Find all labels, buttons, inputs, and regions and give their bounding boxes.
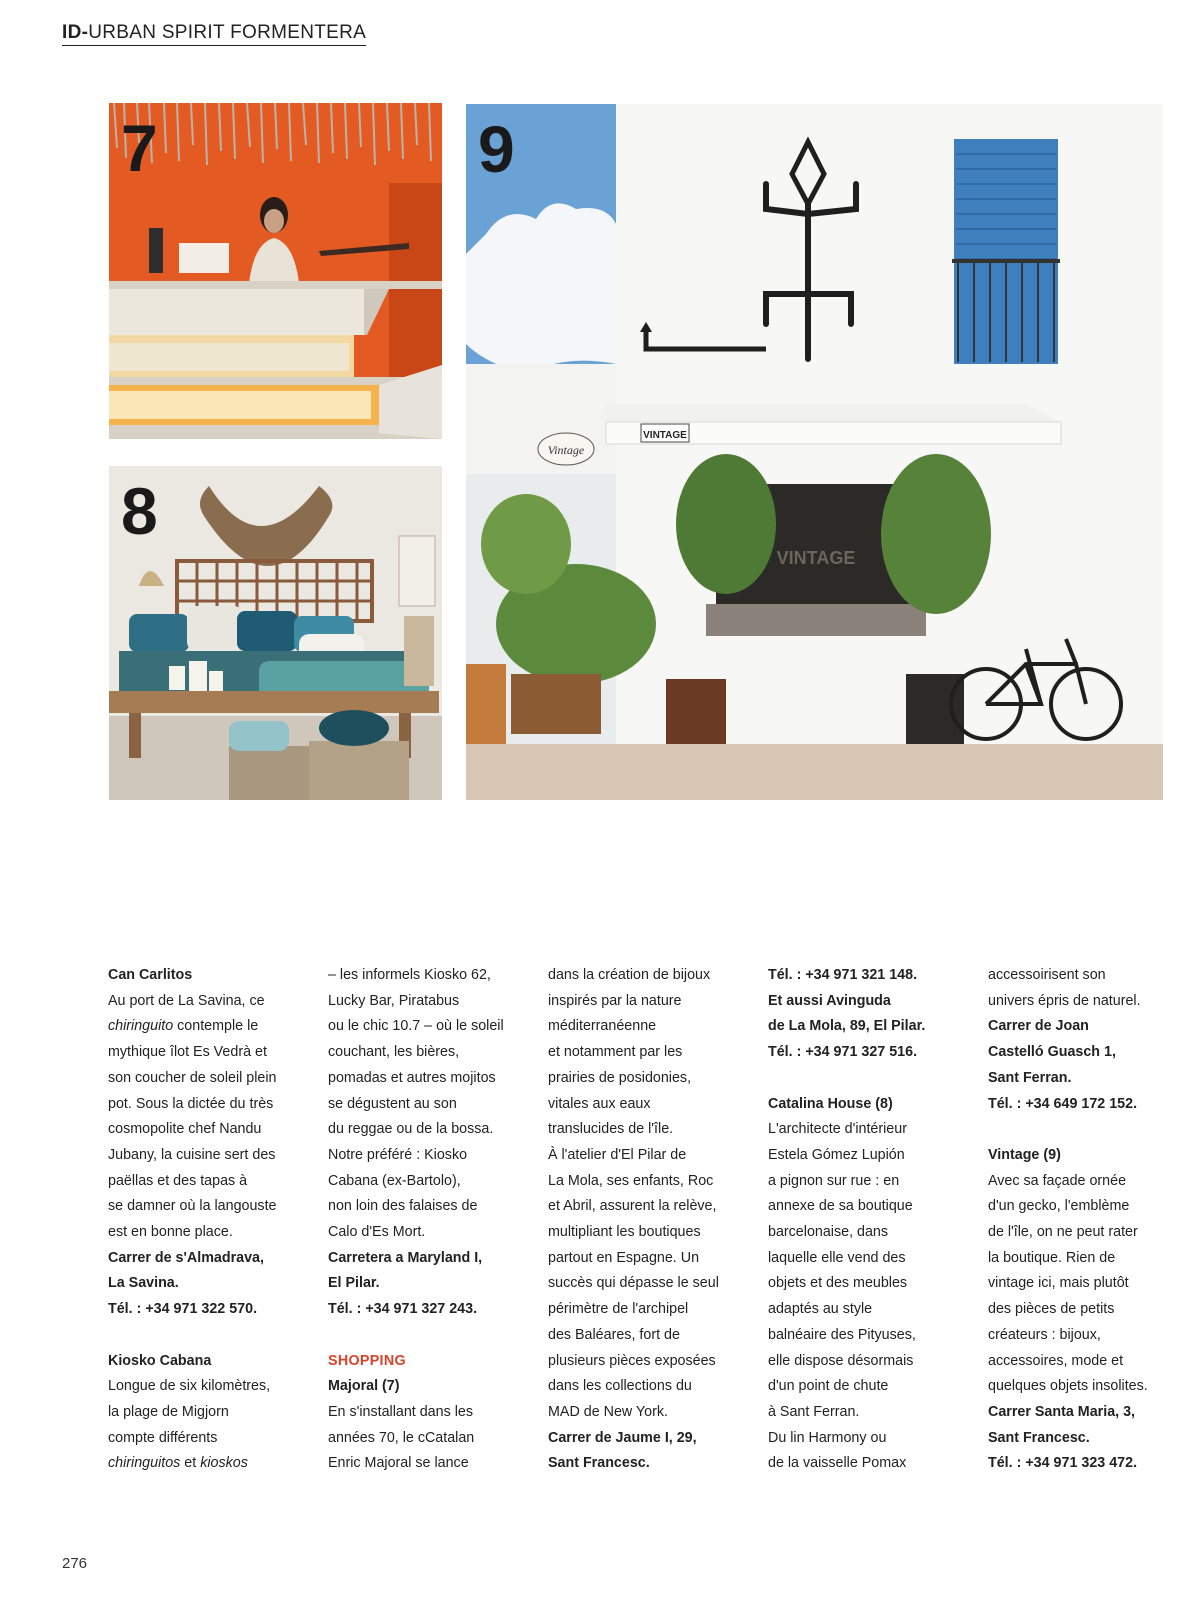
bold-text-line: Carrer de s'Almadrava,	[108, 1249, 264, 1266]
text-line: balnéaire des Pityuses,	[768, 1326, 916, 1343]
text-line: paëllas et des tapas à	[108, 1172, 248, 1189]
photo-vintage	[466, 104, 1163, 800]
bold-text-line: Tél. : +34 649 172 152.	[988, 1095, 1138, 1112]
text-line: dans la création de bijoux	[548, 967, 711, 983]
bold-text-line: Vintage (9)	[988, 1146, 1061, 1163]
italic-term: chiringuitos	[108, 1455, 181, 1472]
photo-number-9: 9	[478, 112, 515, 186]
photo-number-7: 7	[121, 111, 158, 185]
text-line: Au port de La Savina, ce	[108, 992, 265, 1009]
text-line: Avec sa façade ornée	[988, 1172, 1127, 1189]
text-line: Cabana (ex-Bartolo),	[328, 1172, 461, 1189]
bold-text-line: Sant Francesc.	[988, 1429, 1090, 1446]
text-line: accessoires, mode et	[988, 1352, 1124, 1369]
text-line: et notamment par les	[548, 1044, 683, 1061]
bold-text-line: de La Mola, 89, El Pilar.	[768, 1018, 926, 1035]
bold-text-line: Sant Francesc.	[548, 1455, 650, 1472]
text-line: Enric Majoral se lance	[328, 1455, 469, 1472]
bold-text-line: Carrer Santa Maria, 3,	[988, 1403, 1136, 1420]
text-line: accessoirisent son	[988, 967, 1106, 983]
text-line: succès qui dépasse le seul	[548, 1275, 719, 1292]
bold-text-line: Et aussi Avinguda	[768, 992, 891, 1009]
bold-text-line: Sant Ferran.	[988, 1069, 1072, 1086]
text-line: Jubany, la cuisine sert des	[108, 1146, 276, 1163]
text-line: vintage ici, mais plutôt	[988, 1275, 1129, 1292]
awning-sign: VINTAGE	[643, 430, 687, 441]
bold-text-line: El Pilar.	[328, 1275, 380, 1292]
header-title: URBAN SPIRIT FORMENTERA	[88, 22, 367, 43]
text-line: se dégustent au son	[328, 1095, 457, 1112]
text-line: L'architecte d'intérieur	[768, 1121, 907, 1138]
text-line: non loin des falaises de	[328, 1198, 478, 1215]
text-line: À l'atelier d'El Pilar de	[548, 1146, 687, 1163]
bold-text-line: Kiosko Cabana	[108, 1352, 212, 1369]
photo-catalina-house	[109, 466, 442, 800]
bold-text-line: La Savina.	[108, 1275, 179, 1292]
photo-majoral-illustration	[109, 103, 442, 439]
photo-catalina-illustration	[109, 466, 442, 800]
text-line: mythique îlot Es Vedrà et	[108, 1044, 267, 1061]
text-line: vitales aux eaux	[548, 1095, 651, 1112]
bold-text-line: Tél. : +34 971 327 516.	[768, 1044, 918, 1061]
text-line: du reggae ou de la bossa.	[328, 1121, 494, 1138]
text-line: quelques objets insolites.	[988, 1378, 1148, 1395]
photo-majoral	[109, 103, 442, 439]
text-line: plusieurs pièces exposées	[548, 1352, 716, 1369]
paragraph-gap	[328, 1323, 528, 1349]
text-line: barcelonaise, dans	[768, 1224, 889, 1241]
text-line: chiringuito contemple le	[108, 1018, 259, 1035]
text-line: pot. Sous la dictée du très	[108, 1095, 274, 1112]
text-line: univers épris de naturel.	[988, 992, 1141, 1009]
text-line: objets et des meubles	[768, 1275, 908, 1292]
text-line: de la vaisselle Pomax	[768, 1455, 907, 1472]
text-line: couchant, les bières,	[328, 1044, 460, 1061]
text-line: d'un gecko, l'emblème	[988, 1198, 1130, 1215]
text-line: des pièces de petits	[988, 1301, 1115, 1318]
bold-text-line: Can Carlitos	[108, 967, 193, 983]
page-number: 276	[62, 1555, 88, 1572]
text-line: Longue de six kilomètres,	[108, 1378, 271, 1395]
italic-term: chiringuito	[108, 1018, 174, 1035]
text-line: Du lin Harmony ou	[768, 1429, 887, 1446]
photo-vintage-illustration	[466, 104, 1163, 800]
text-line: des Baléares, fort de	[548, 1326, 680, 1343]
bold-text-line: Tél. : +34 971 322 570.	[108, 1301, 258, 1318]
text-line: d'un point de chute	[768, 1378, 889, 1395]
text-line: chiringuitos et kioskos	[108, 1455, 248, 1472]
bold-text-line: Carretera a Maryland I,	[328, 1249, 483, 1266]
text-line: dans les collections du	[548, 1378, 692, 1395]
text-line: cosmopolite chef Nandu	[108, 1121, 262, 1138]
text-line: Lucky Bar, Piratabus	[328, 992, 460, 1009]
text-line: – les informels Kiosko 62,	[328, 967, 491, 983]
text-line: Notre préféré : Kiosko	[328, 1146, 468, 1163]
text-line: prairies de posidonies,	[548, 1069, 692, 1086]
text-line: compte différents	[108, 1429, 218, 1446]
text-line: son coucher de soleil plein	[108, 1069, 277, 1086]
section-header	[62, 22, 366, 46]
text-line: ou le chic 10.7 – où le soleil	[328, 1018, 504, 1035]
header-prefix: ID-	[62, 22, 89, 43]
article-column-5	[988, 963, 1188, 1477]
text-line: adaptés au style	[768, 1301, 873, 1318]
photo-number-8: 8	[121, 474, 158, 548]
bold-text-line: Carrer de Jaume I, 29,	[548, 1429, 697, 1446]
text-line: pomadas et autres mojitos	[328, 1069, 496, 1086]
bold-text-line: Catalina House (8)	[768, 1095, 893, 1112]
text-line: périmètre de l'archipel	[548, 1301, 689, 1318]
bold-text-line: Tél. : +34 971 321 148.	[768, 967, 918, 983]
paragraph-gap	[108, 1323, 308, 1349]
text-line: méditerranéenne	[548, 1018, 657, 1035]
text-line: annexe de sa boutique	[768, 1198, 913, 1215]
text-line: MAD de New York.	[548, 1403, 668, 1420]
bold-text-line: Tél. : +34 971 327 243.	[328, 1301, 478, 1318]
text-line: et Abril, assurent la relève,	[548, 1198, 717, 1215]
text-line: de l'île, on ne peut rater	[988, 1224, 1138, 1241]
bold-text-line: Carrer de Joan	[988, 1018, 1089, 1035]
text-line: translucides de l'île.	[548, 1121, 674, 1138]
text-line: la boutique. Rien de	[988, 1249, 1116, 1266]
text-line: multipliant les boutiques	[548, 1224, 701, 1241]
text-line: est en bonne place.	[108, 1224, 233, 1241]
text-line: La Mola, ses enfants, Roc	[548, 1172, 714, 1189]
article-column-3	[548, 963, 748, 1477]
paragraph-gap	[988, 1117, 1188, 1143]
text-line: à Sant Ferran.	[768, 1403, 860, 1420]
text-line: elle dispose désormais	[768, 1352, 914, 1369]
text-line: Calo d'Es Mort.	[328, 1224, 426, 1241]
text-line: se damner où la langouste	[108, 1198, 277, 1215]
text-line: créateurs : bijoux,	[988, 1326, 1101, 1343]
article-column-1	[108, 963, 308, 1477]
article-column-2	[328, 963, 528, 1477]
section-heading-shopping: SHOPPING	[328, 1352, 406, 1369]
bold-text-line: Castelló Guasch 1,	[988, 1044, 1116, 1061]
bold-text-line: Majoral (7)	[328, 1378, 400, 1395]
text-line: partout en Espagne. Un	[548, 1249, 700, 1266]
bold-text-line: Tél. : +34 971 323 472.	[988, 1455, 1138, 1472]
text-line: Estela Gómez Lupión	[768, 1146, 905, 1163]
text-line: la plage de Migjorn	[108, 1403, 229, 1420]
text-line: laquelle elle vend des	[768, 1249, 906, 1266]
italic-term: kioskos	[200, 1455, 248, 1472]
article-column-4	[768, 963, 968, 1477]
hanging-sign: Vintage	[547, 443, 585, 457]
text-line: a pignon sur rue : en	[768, 1172, 900, 1189]
text-line: inspirés par la nature	[548, 992, 682, 1009]
window-sign: VINTAGE	[776, 548, 856, 568]
text-line: années 70, le cCatalan	[328, 1429, 475, 1446]
paragraph-gap	[768, 1066, 968, 1092]
text-line: En s'installant dans les	[328, 1403, 473, 1420]
